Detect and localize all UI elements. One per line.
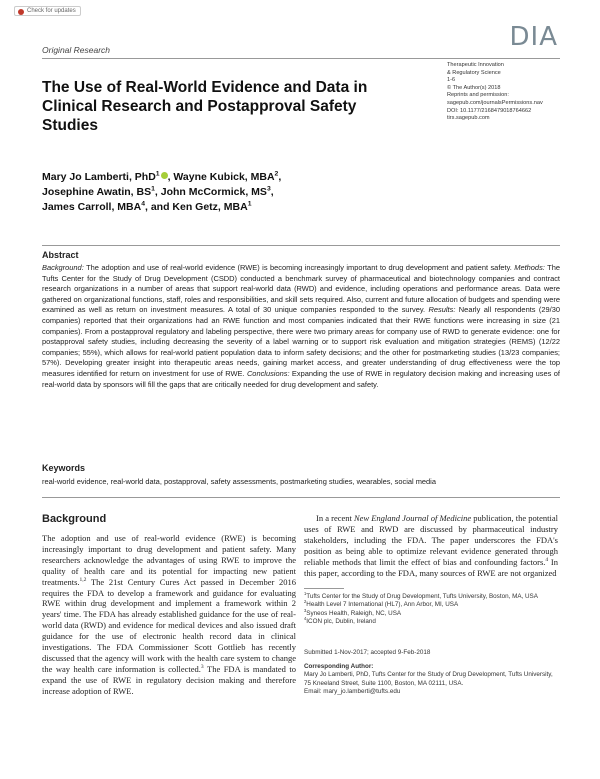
background-paragraph <box>42 533 296 697</box>
r-text-2: publication, the potential uses of RWE and RWD are discussed by pharmaceutical industry stakeholders, including the FDA. The paper underscores the FDA's position as being able to optimize relevant evidence generated through reliable methods that limit the effect of bias and confounding factors. <box>304 513 558 567</box>
journal-doi[interactable]: DOI: 10.1177/2168479018764662 <box>447 107 532 114</box>
r-text-3: In this paper, according to the FDA, many sources of RWE are not organized <box>304 556 558 578</box>
author-5[interactable]: James Carroll, MBA <box>42 201 142 213</box>
author-list: Mary Jo Lamberti, PhD$^1$ , Wayne Kubick, MBA$^2$, Josephine Awatin, $BS^1$, John McCormick, $MS^3$, James Carroll, MBA$^4$, and Ken Getz, MBA$^1$ <box>42 170 282 213</box>
abstract-divider <box>42 245 560 246</box>
background-heading: Background <box>42 513 107 525</box>
left-column <box>42 513 296 697</box>
abstract-bg-label: Background: <box>42 263 84 272</box>
orcid-icon[interactable] <box>161 172 168 179</box>
author-3[interactable]: Josephine Awatin, BS <box>42 186 152 198</box>
section-label: Original Research <box>42 45 111 55</box>
abstract-heading: Abstract <box>42 250 79 260</box>
journal-reprints-url[interactable]: sagepub.com/journalsPermissions.nav <box>447 99 543 106</box>
abstract-conclusions-label: Conclusions: <box>246 368 290 378</box>
submission-dates: Submitted 1-Nov-2017; accepted 9-Feb-2018 <box>304 649 431 656</box>
author-1-affil: 1 <box>155 170 160 178</box>
author-6[interactable]: , and Ken Getz, MBA <box>145 201 248 213</box>
affil-num-3: 3 <box>304 607 307 613</box>
corresponding-email[interactable]: Email: mary_jo.lamberti@tufts.edu <box>304 688 401 696</box>
corresponding-author <box>304 663 560 697</box>
journal-copyright: © The Author(s) 2018 <box>447 84 501 91</box>
r-text-1: In a recent <box>316 513 354 523</box>
abstract-results-text: Nearly all respondents (29/30 companies) reported that their organizations had an RWE function and most companies indicated that their RWE functions were increasing in size (21 companies). From a postapproval regulatory and labeling perspective, there were two primary areas for company use of RWD to generate evidence: one for postapproval safety studies, including decreasing the severity of a label warning or to support risk evaluation and mitigation strategies (REMS) (12/22 companies; 55%), which allows for real-world patient population data to inform safety decisions; and the other for postmarketing studies (13/23 companies; 57%). Developing greater insight into therapeutic areas needs, gaining market access, and greater understanding of drug effectiveness were the top measures identified for return on investment for use of RWE. <box>42 305 560 378</box>
updates-icon <box>18 9 24 15</box>
author-5-affil: 4 <box>141 200 145 208</box>
bg-text-3: The FDA is mandated to expand the use of RWE in regulatory decision making and therefore increase adoption of RWE. <box>42 663 296 696</box>
abstract-bg-text: The adoption and use of real-world evidence (RWE) is becoming increasingly important to drug development and patient safety. <box>83 263 515 272</box>
bg-cite-2[interactable]: 3 <box>200 664 204 671</box>
abstract-results-label: Results: <box>428 305 456 315</box>
abstract-body <box>42 263 560 390</box>
abstract-methods-label: Methods: <box>514 263 545 272</box>
r-cite[interactable]: 4 <box>545 556 549 563</box>
corresponding-text: Mary Jo Lamberti, PhD, Tufts Center for the Study of Drug Development, Tufts University, 75 Kneeland Street, Suite 1100, Boston, MA 02111, USA. <box>304 671 553 687</box>
r-journal-name: New England Journal of Medicine <box>354 513 472 523</box>
right-column <box>304 513 558 578</box>
affiliations <box>304 590 560 627</box>
affiliation-2 <box>304 601 560 609</box>
affiliation-4 <box>304 618 560 626</box>
affil-text-3: Syneos Health, Raleigh, NC, USA <box>306 609 402 617</box>
journal-pages: 1-6 <box>447 77 456 84</box>
keywords-divider <box>42 497 560 498</box>
affiliation-3 <box>304 607 560 618</box>
author-2-affil: 2 <box>274 170 279 178</box>
affil-text-1: Tufts Center for the Study of Drug Development, Tufts University, Boston, MA, USA <box>306 593 538 600</box>
journal-reprints: Reprints and permission: <box>447 92 509 99</box>
header-divider <box>42 58 560 59</box>
affil-text-2: Health Level 7 International (HL7), Ann Arbor, MI, USA <box>306 601 459 609</box>
affil-num-4: 4 <box>304 616 307 622</box>
author-2[interactable]: , Wayne Kubick, MBA <box>167 171 275 183</box>
affil-text-4: ICON plc, Dublin, Ireland <box>306 618 376 626</box>
journal-site[interactable]: tirs.sagepub.com <box>447 115 490 122</box>
footnote-divider <box>304 588 344 589</box>
abstract-methods-text: The Tufts Center for the Study of Drug Development (CSDD) conducted a benchmark survey of pharmaceutical and biotechnology companies and contract research organizations in a number of areas that support real-world data (RWD) and evidence, including operations and performance areas. Data were gathered on organizational functions, staff, roles and responsibilities, and skill sets required. Also, current and future allocation of budgets and spending were examined as well as return on investment measures. A total of 30 unique companies responded to the survey. <box>42 263 560 315</box>
corresponding-label: Corresponding Author: <box>304 663 374 670</box>
bg-text-2: The 21st Century Cures Act passed in December 2016 requires the FDA to develop a framework and guidance for evaluating RWE within drug development and implement a framework within 2 years' time. The FDA has already established guidance for the use of real-world data (RWD) and evidence for medical devices and also issued draft guidance for the use of electronic health record data in clinical investigations. The FDA Commissioner Scott Gottlieb has recently discussed that the agency will work with the health care system to change the way health care information is collected. <box>42 576 296 674</box>
keywords-heading: Keywords <box>42 463 86 473</box>
author-3-affil: 1 <box>151 185 155 193</box>
check-updates-label: Check for updates <box>27 8 76 14</box>
author-6-affil: 1 <box>247 200 252 208</box>
article-title: The Use of Real-World Evidence and Data in Clinical Research and Postapproval Safety Studies <box>42 79 368 134</box>
check-updates-badge[interactable] <box>14 6 81 16</box>
keywords-list: real-world evidence, real-world data, postapproval, safety assessments, postmarketing studies, wearables, social media <box>42 477 436 486</box>
affil-num-2: 2 <box>304 599 307 605</box>
bg-text-1: The adoption and use of real-world evidence (RWE) is becoming increasingly important to drug development and patient safety. Many researchers acknowledge the advantages of using RWE to improve the quality of health care and its potential for impacting new patient treatments. <box>42 533 296 587</box>
affil-num-1: 1 <box>304 590 307 596</box>
abstract-conclusions-text: Expanding the use of RWE in regulatory decision making and increasing uses of real-world data by sponsors will fill the gaps that are critically needed for drug development and safety. <box>42 368 560 389</box>
author-4-affil: 3 <box>266 185 271 193</box>
author-4[interactable]: , John McCormick, MS <box>154 186 267 198</box>
journal-info <box>447 62 567 123</box>
journal-name: Therapeutic Innovation <box>447 62 504 68</box>
journal-name-2: & Regulatory Science <box>447 69 501 76</box>
journal-logo: DIA <box>509 22 558 52</box>
author-1[interactable]: Mary Jo Lamberti, PhD <box>42 171 156 183</box>
right-paragraph <box>304 513 558 578</box>
bg-cite-1[interactable]: 1,2 <box>79 576 87 583</box>
